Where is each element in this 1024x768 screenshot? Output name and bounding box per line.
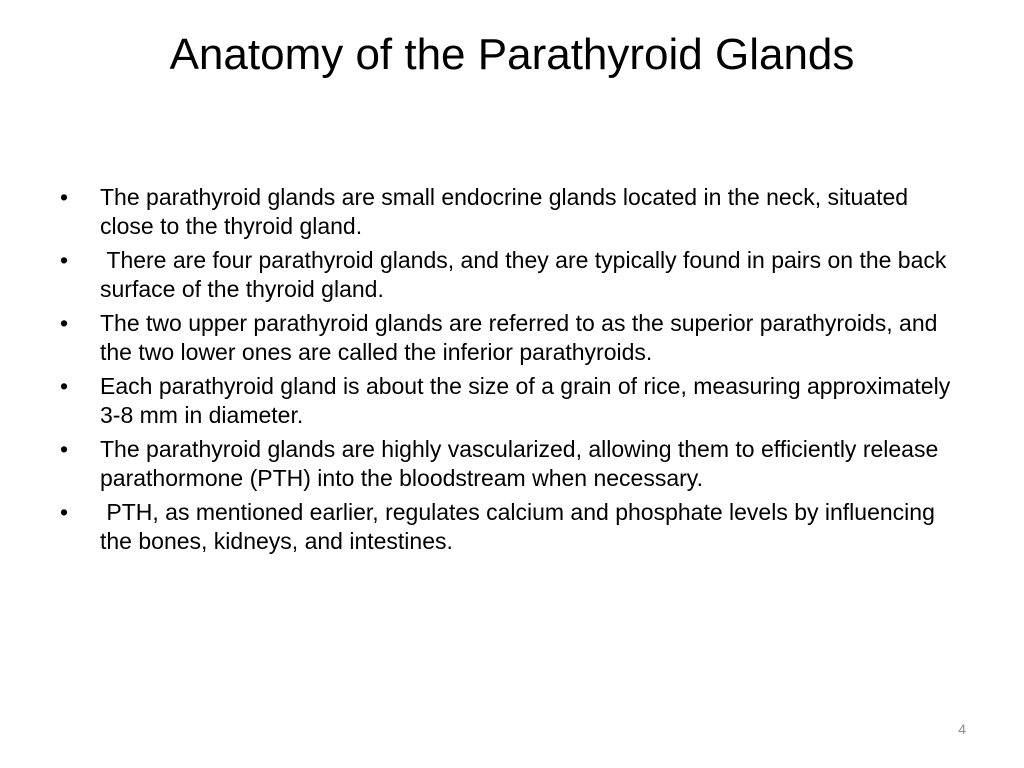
bullet-dot-icon: • xyxy=(60,184,69,210)
slide-number: 4 xyxy=(958,721,966,737)
bullet-item xyxy=(60,246,960,304)
bullet-dot-icon: • xyxy=(60,436,69,462)
bullet-text: The parathyroid glands are small endocrine glands located in the neck, situated close to the thyroid gland. xyxy=(100,184,915,239)
bullet-item xyxy=(60,372,960,430)
bullet-item xyxy=(60,435,960,493)
bullet-dot-icon: • xyxy=(60,499,69,525)
bullet-dot-icon: • xyxy=(60,310,69,336)
bullet-item xyxy=(60,183,960,241)
bullet-text: There are four parathyroid glands, and they are typically found in pairs on the back surface of the thyroid gland. xyxy=(100,247,953,302)
bullet-text: The parathyroid glands are highly vascularized, allowing them to efficiently release parathormone (PTH) into the bloodstream when necessary. xyxy=(100,436,945,491)
bullet-dot-icon: • xyxy=(60,247,69,273)
bullet-dot-icon: • xyxy=(60,373,69,399)
bullet-text: Each parathyroid gland is about the size of a grain of rice, measuring approximately 3-8 mm in diameter. xyxy=(100,373,957,428)
slide-title: Anatomy of the Parathyroid Glands xyxy=(169,30,855,79)
bullet-list xyxy=(60,183,960,561)
bullet-item xyxy=(60,309,960,367)
bullet-text: PTH, as mentioned earlier, regulates calcium and phosphate levels by influencing the bones, kidneys, and intestines. xyxy=(100,499,942,554)
bullet-text: The two upper parathyroid glands are referred to as the superior parathyroids, and the two lower ones are called the inferior parathyroids. xyxy=(100,310,944,365)
bullet-item xyxy=(60,498,960,556)
